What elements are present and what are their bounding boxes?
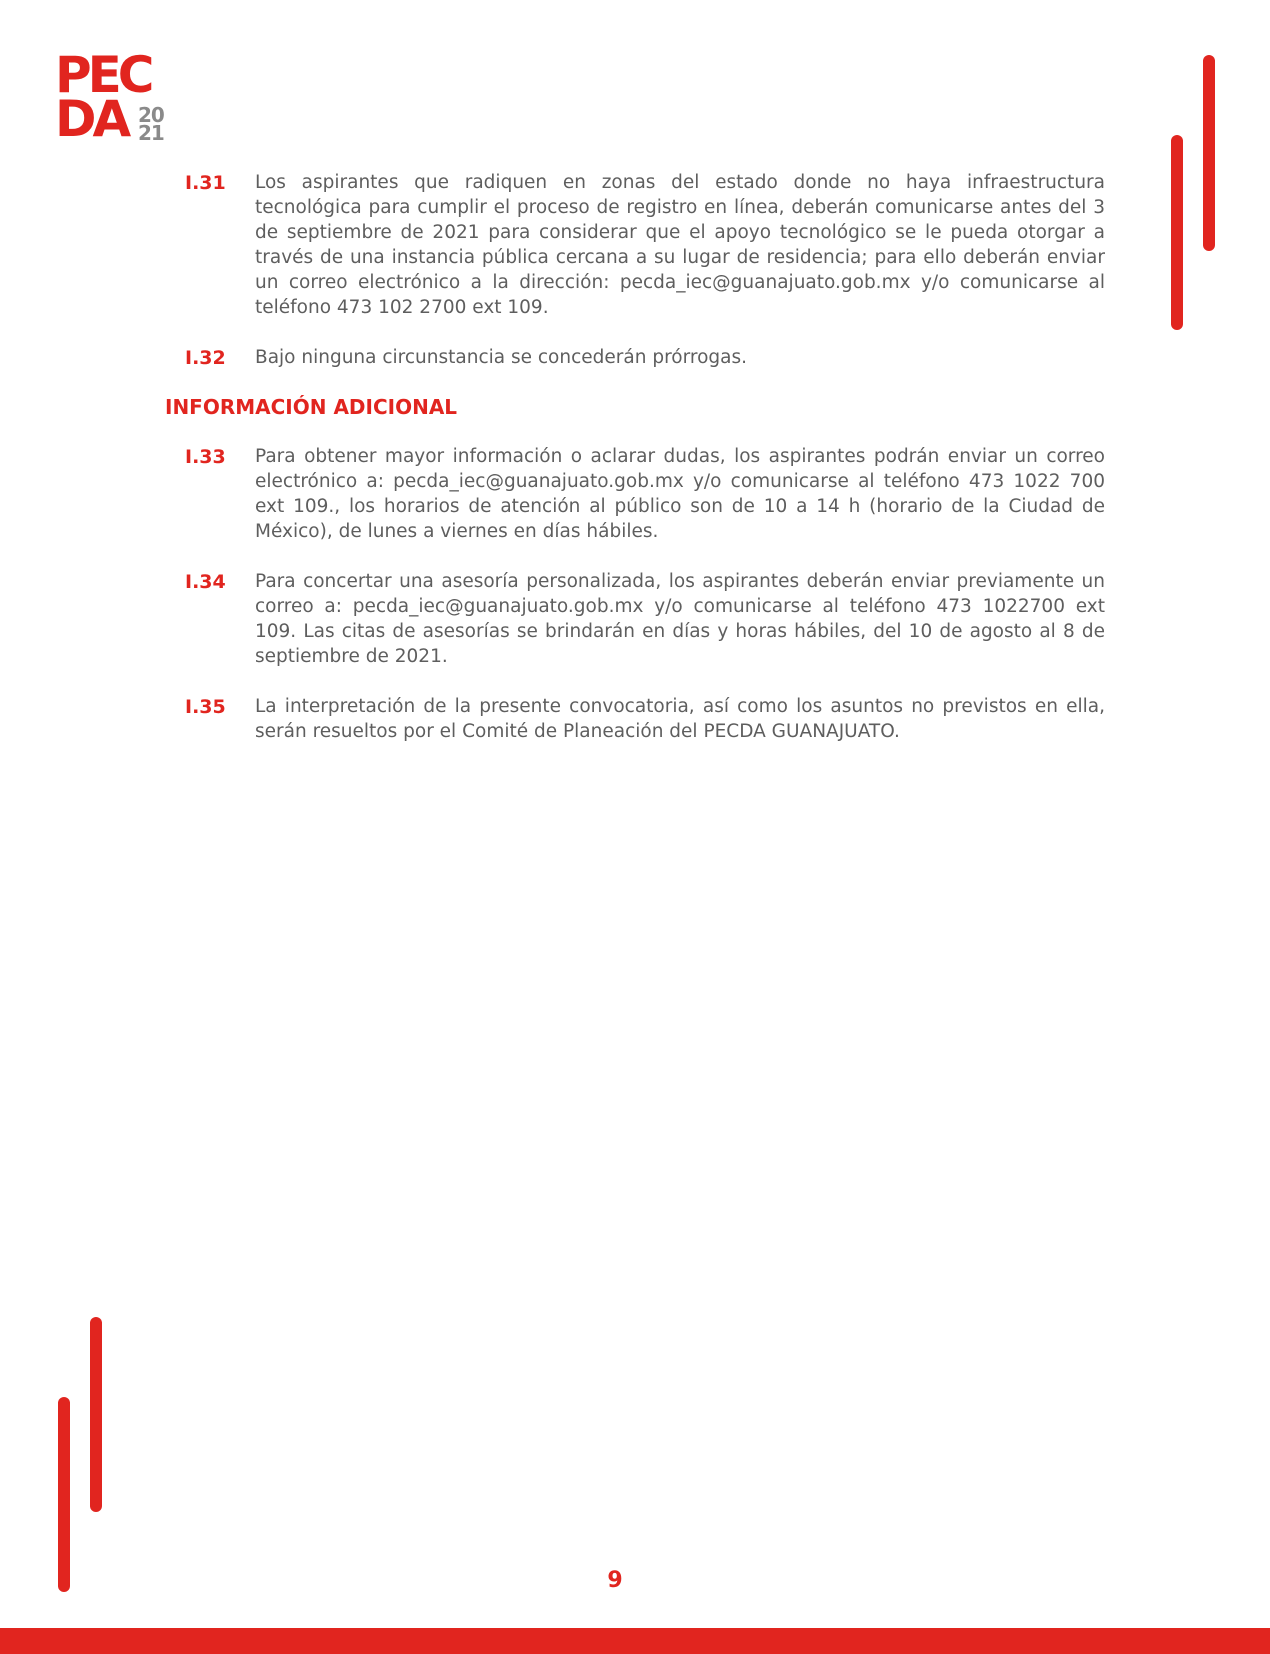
clause-text: Bajo ninguna circunstancia se concederán prórrogas. xyxy=(255,347,747,368)
clause-text: Para concertar una asesoría personalizada, los aspirantes deberán enviar previamente un correo a: pecda_iec@guanajuato.gob.mx y/o comunicarse al teléfono 473 1022700 ext 109. Las citas de asesorías se brindarán en días y horas hábiles, del 10 de agosto al 8 de septiembre de 2021. xyxy=(255,571,1105,667)
clause-number: I.35 xyxy=(185,696,226,718)
decor-bar-bottom-left-outer xyxy=(58,1397,70,1592)
page-number: 9 xyxy=(607,1568,623,1593)
decor-bar-bottom-left-inner xyxy=(90,1317,102,1512)
logo-year-bottom: 21 xyxy=(138,121,164,145)
logo-year-top: 20 xyxy=(138,103,164,127)
document-body xyxy=(165,170,1105,769)
clause-number: I.33 xyxy=(185,446,226,468)
decor-bar-top-right-inner xyxy=(1171,135,1183,330)
clause-number: I.32 xyxy=(185,347,226,369)
clause-text: La interpretación de la presente convocatoria, así como los asuntos no previstos en ella, serán resueltos por el Comité de Planeación del PECDA GUANAJUATO. xyxy=(255,696,1105,742)
pecda-logo xyxy=(55,46,175,148)
numbered-clause xyxy=(165,444,1105,544)
clause-number: I.34 xyxy=(185,571,226,593)
section-heading: INFORMACIÓN ADICIONAL xyxy=(165,395,458,419)
clause-text: Los aspirantes que radiquen en zonas del estado donde no haya infraestructura tecnológica para cumplir el proceso de registro en línea, deberán comunicarse antes del 3 de septiembre de 2021 para considerar que el apoyo tecnológico se le pueda otorgar a través de una instancia pública cercana a su lugar de residencia; para ello deberán enviar un correo electrónico a la dirección: pecda_iec@guanajuato.gob.mx y/o comunicarse al teléfono 473 102 2700 ext 109. xyxy=(255,172,1105,318)
numbered-clause xyxy=(165,569,1105,669)
logo-line-1: PEC xyxy=(55,46,151,104)
clause-number: I.31 xyxy=(185,172,226,194)
footer-band xyxy=(0,1628,1270,1654)
decor-bar-top-right-outer xyxy=(1203,55,1215,251)
numbered-clause xyxy=(165,694,1105,744)
numbered-clause xyxy=(165,345,1105,370)
logo-line-2: DA xyxy=(55,90,128,148)
clause-text: Para obtener mayor información o aclarar dudas, los aspirantes podrán enviar un correo electrónico a: pecda_iec@guanajuato.gob.mx y/o comunicarse al teléfono 473 1022 700 ext 109., los horarios de atención al público son de 10 a 14 h (horario de la Ciudad de México), de lunes a viernes en días hábiles. xyxy=(255,446,1105,542)
numbered-clause xyxy=(165,170,1105,320)
